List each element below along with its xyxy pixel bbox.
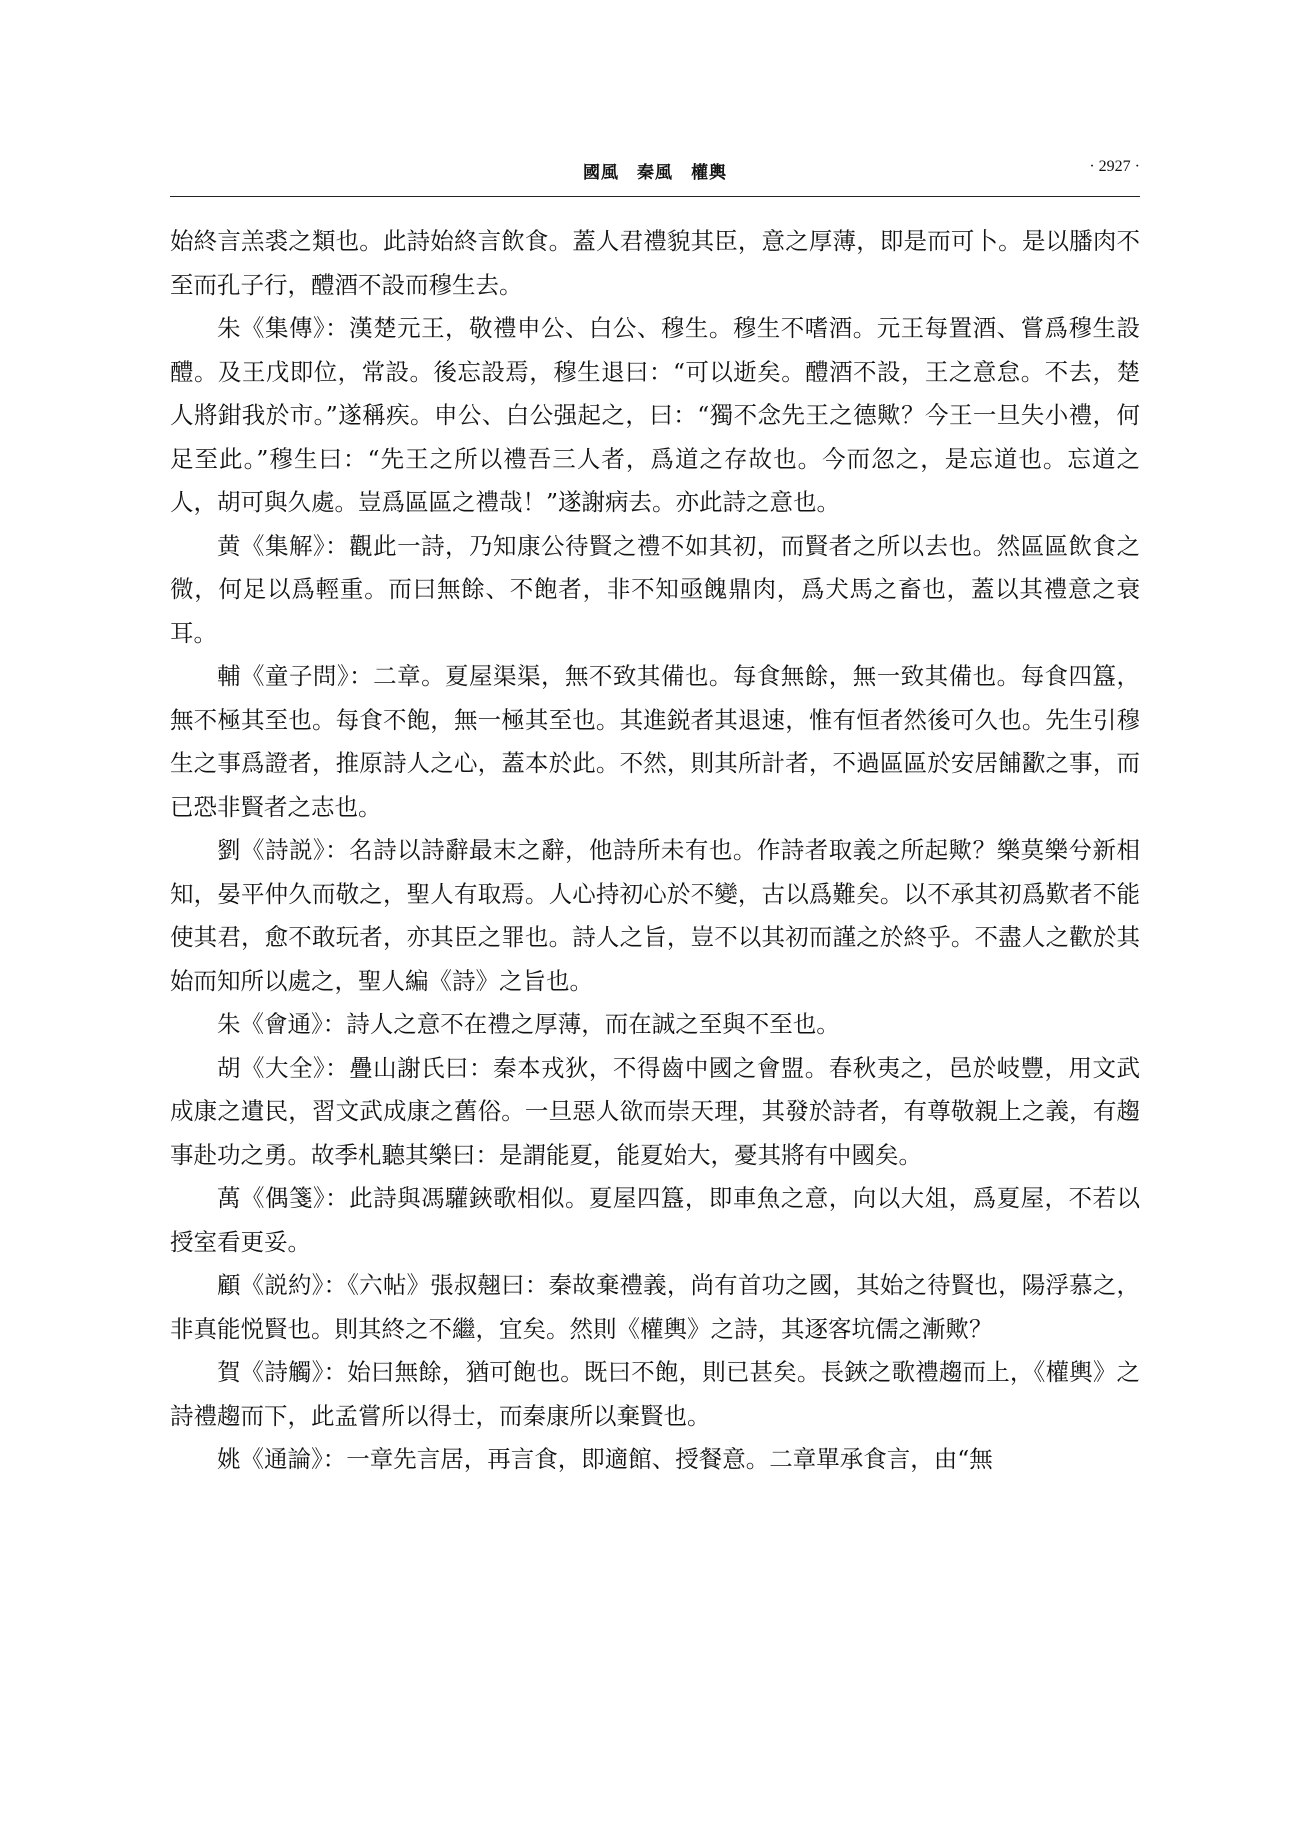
paragraph-fu-tongziwen: 輔《童子問》：二章。夏屋渠渠，無不致其備也。每食無餘，無一致其備也。每食四簋，無不極其至也。每食不飽，無一極其至也。其進鋭者其退速，惟有恒者然後可久也。先生引穆生之事爲證者，推原詩人之心，蓋本於此。不然，則其所計者，不過區區於安居餔歠之事，而已恐非賢者之志也。: [170, 662, 1140, 821]
running-head-title: 國風 秦風 權輿: [583, 163, 727, 183]
paragraph-liu-shishuo: 劉《詩説》：名詩以詩辭最末之辭，他詩所未有也。作詩者取義之所起歟？樂莫樂兮新相知，晏平仲久而敬之，聖人有取焉。人心持初心於不變，古以爲難矣。以不承其初爲歎者不能使其君，愈不敢玩者，亦其臣之罪也。詩人之旨，豈不以其初而謹之於終乎。不盡人之歡於其始而知所以處之，聖人編《詩》之旨也。: [170, 836, 1140, 995]
paragraph-huang-jijie: 黄《集解》：觀此一詩，乃知康公待賢之禮不如其初，而賢者之所以去也。然區區飲食之微，何足以爲輕重。而曰無餘、不飽者，非不知亟餽鼎肉，爲犬馬之畜也，蓋以其禮意之衰耳。: [170, 531, 1140, 647]
paragraph-zhu-huitong: 朱《會通》：詩人之意不在禮之厚薄，而在誠之至與不至也。: [217, 1010, 840, 1038]
paragraph-he-shichu: 賀《詩觸》：始曰無餘，猶可飽也。既曰不飽，則已甚矣。長鋏之歌禮趨而上，《權輿》之詩禮趨而下，此孟嘗所以得士，而秦康所以棄賢也。: [170, 1358, 1140, 1430]
commentary-body: [170, 220, 1140, 1482]
paragraph-hu-daquan: 胡《大全》：疊山謝氏曰：秦本戎狄，不得齒中國之會盟。春秋夷之，邑於岐豐，用文武成康之遺民，習文武成康之舊俗。一旦惡人欲而崇天理，其發於詩者，有尊敬親上之義，有趨事赴功之勇。故季札聽其樂曰：是謂能夏，能夏始大，憂其將有中國矣。: [170, 1053, 1140, 1169]
paragraph-continued: 始終言羔裘之類也。此詩始終言飲食。蓋人君禮貌其臣，意之厚薄，即是而可卜。是以膰肉不至而孔子行，醴酒不設而穆生去。: [170, 227, 1140, 299]
paragraph-yao-tonglun: 姚《通論》：一章先言居，再言食，即適館、授餐意。二章單承食言，由“無: [217, 1445, 993, 1473]
paragraph-gu-shuoyue: 顧《説約》：《六帖》張叔翹曰：秦故棄禮義，尚有首功之國，其始之待賢也，陽浮慕之，非真能悦賢也。則其終之不繼，宜矣。然則《權輿》之詩，其逐客坑儒之漸歟？: [170, 1271, 1140, 1343]
header-rule: [170, 196, 1140, 197]
running-head: [170, 158, 1140, 192]
paragraph-wan-oujian: 萬《偶箋》：此詩與馮驩鋏歌相似。夏屋四簋，即車魚之意，向以大俎，爲夏屋，不若以授室看更妥。: [170, 1184, 1140, 1256]
paragraph-zhu-jizhuan: 朱《集傳》：漢楚元王，敬禮申公、白公、穆生。穆生不嗜酒。元王每置酒、嘗爲穆生設醴。及王戊即位，常設。後忘設焉，穆生退曰：“可以逝矣。醴酒不設，王之意怠。不去，楚人將鉗我於市。”遂稱疾。申公、白公强起之，曰：“獨不念先王之德歟？今王一旦失小禮，何足至此。”穆生曰：“先王之所以禮吾三人者，爲道之存故也。今而忽之，是忘道也。忘道之人，胡可與久處。豈爲區區之禮哉！”遂謝病去。亦此詩之意也。: [170, 314, 1140, 516]
page-number: · 2927 ·: [1089, 158, 1140, 175]
